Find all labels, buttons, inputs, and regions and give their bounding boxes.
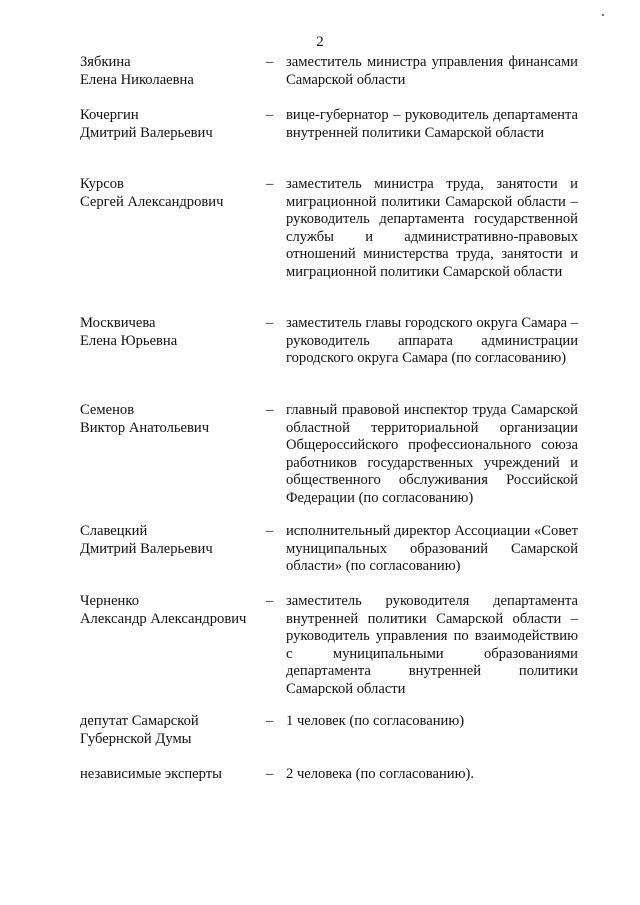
dash-separator: – bbox=[266, 593, 274, 609]
member-role: 2 человека (по согласованию). bbox=[286, 766, 474, 782]
member-role: исполнительный директор Ассоциации «Совет муниципальных образований Самарской области» (по согласованию) bbox=[286, 523, 578, 575]
member-role: вице-губернатор – руководитель департамента внутренней политики Самарской области bbox=[286, 107, 578, 141]
member-name bbox=[80, 593, 265, 628]
member-given-names: Губернской Думы bbox=[80, 730, 192, 747]
page-number: 2 bbox=[316, 34, 324, 50]
member-surname: Москвичева bbox=[80, 315, 156, 331]
dash-separator: – bbox=[266, 176, 274, 192]
member-surname: Кочергин bbox=[80, 107, 139, 123]
member-surname: независимые эксперты bbox=[80, 766, 222, 782]
dash-separator: – bbox=[266, 315, 274, 331]
member-surname: Зябкина bbox=[80, 54, 131, 70]
member-role: 1 человек (по согласованию) bbox=[286, 713, 465, 729]
dash-separator: – bbox=[266, 766, 274, 782]
dash-separator: – bbox=[266, 713, 274, 729]
member-name bbox=[80, 402, 265, 437]
member-role: заместитель главы городского округа Самара – руководитель аппарата администрации городского округа Самара (по согласованию) bbox=[286, 315, 578, 367]
member-name bbox=[80, 54, 265, 89]
member-given-names: Дмитрий Валерьевич bbox=[80, 124, 213, 141]
member-given-names: Александр Александрович bbox=[80, 610, 247, 627]
member-name bbox=[80, 766, 265, 784]
member-surname: депутат Самарской bbox=[80, 713, 199, 729]
member-surname: Черненко bbox=[80, 593, 140, 609]
dash-separator: – bbox=[266, 523, 274, 539]
member-name bbox=[80, 176, 265, 211]
member-surname: Курсов bbox=[80, 176, 124, 192]
member-name bbox=[80, 713, 265, 748]
member-role: заместитель руководителя департамента внутренней политики Самарской области – руководитель управления по взаимодействию с муниципальными образованиями департамента внутренней политики Самарской области bbox=[286, 593, 578, 697]
dash-separator: – bbox=[266, 107, 274, 123]
member-name bbox=[80, 107, 265, 142]
member-name bbox=[80, 523, 265, 558]
member-name bbox=[80, 315, 265, 350]
member-given-names: Елена Юрьевна bbox=[80, 332, 178, 349]
member-given-names: Елена Николаевна bbox=[80, 71, 194, 88]
member-role: главный правовой инспектор труда Самарской областной территориальной организации Общероссийского профессионального союза работников государственных учреждений и общественного обслуживания Российской Федерации (по согласованию) bbox=[286, 402, 578, 506]
member-given-names: Сергей Александрович bbox=[80, 193, 224, 210]
member-given-names: Дмитрий Валерьевич bbox=[80, 540, 213, 557]
member-role: заместитель министра управления финансами Самарской области bbox=[286, 54, 578, 88]
dash-separator: – bbox=[266, 402, 274, 418]
scan-speck bbox=[602, 14, 604, 16]
member-role: заместитель министра труда, занятости и миграционной политики Самарской области – руководитель департамента государственной службы и административно-правовых отношений министерства труда, занятости и миграционной политики Самарской области bbox=[286, 176, 578, 280]
member-given-names: Виктор Анатольевич bbox=[80, 419, 210, 436]
member-surname: Семенов bbox=[80, 402, 135, 418]
dash-separator: – bbox=[266, 54, 274, 70]
member-surname: Славецкий bbox=[80, 523, 148, 539]
